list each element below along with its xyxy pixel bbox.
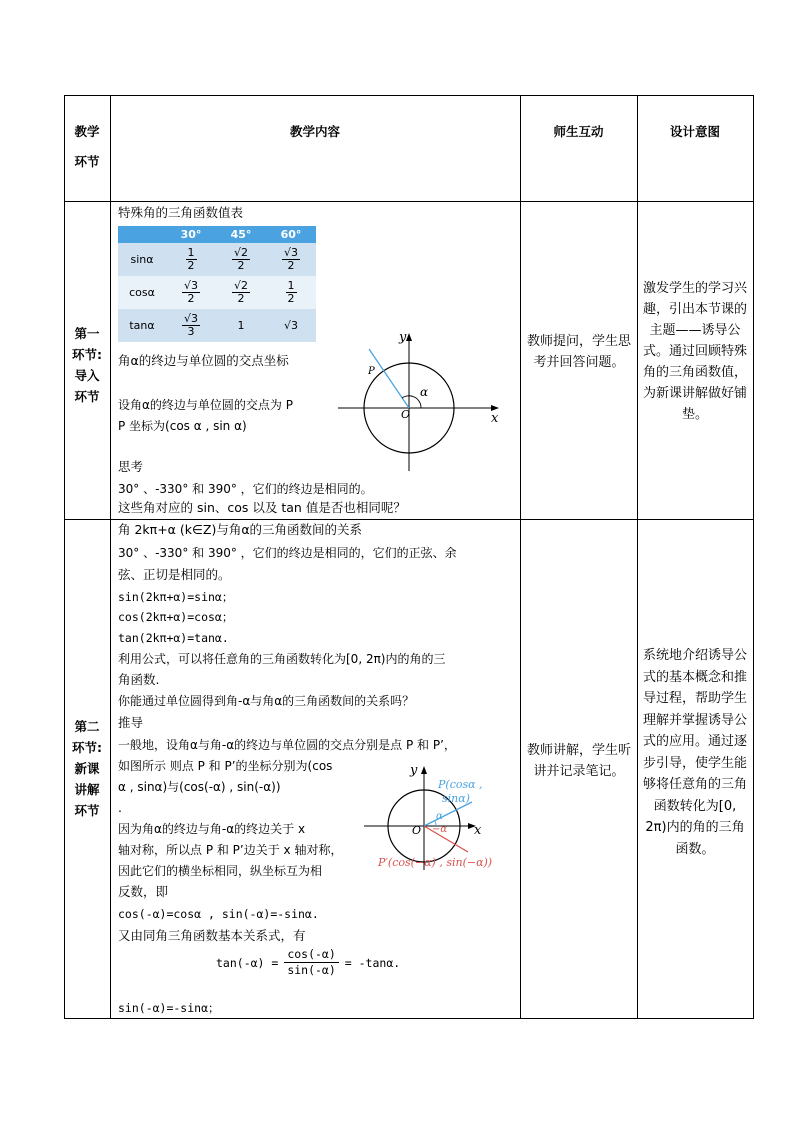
frac-den: 2: [187, 259, 195, 272]
derive-label: 推导: [118, 715, 144, 730]
fig2-y-label: y: [410, 763, 418, 778]
explain-line: 30° 、-330° 和 390° ，它们的终边是相同的，它们的正弦、余: [118, 546, 457, 560]
formula-sin: sin(2kπ+α)=sinα；: [118, 590, 234, 604]
trig-row-cos: [118, 276, 316, 309]
formula-neg: cos(-α)=cosα , sin(-α)=-sinα.: [118, 907, 319, 921]
derive-line: 一般地，设角α与角-α的终边与单位圆的交点分别是点 P 和 P’，: [118, 738, 456, 752]
trig-label: tanα: [118, 309, 166, 342]
trig-cell: 1: [216, 309, 266, 342]
trig-label: cosα: [118, 276, 166, 309]
explain-line: 角函数.: [118, 672, 160, 687]
row2-stage-3: 新课: [74, 761, 100, 776]
explain-line: 弦、正切是相同的。: [118, 567, 231, 582]
fig1-origin-label: O: [401, 408, 411, 421]
fig1-x-label: x: [491, 411, 499, 426]
derive-line: 反数，即: [118, 884, 169, 899]
trig-cell: √3: [266, 309, 316, 342]
frac-den: 2: [237, 292, 245, 305]
fig1-y-label: y: [399, 330, 407, 345]
frac-den: 2: [187, 292, 195, 305]
header-stage-line2: 环节: [74, 154, 100, 169]
fig2-neg-alpha-label: −α: [432, 824, 448, 835]
fig2-p-label2: sinα): [442, 792, 470, 805]
fig2-alpha-label: α: [436, 811, 443, 822]
frac-num: √2: [233, 246, 248, 259]
y-axis-arrow: [406, 333, 412, 341]
frac-den: 2: [287, 292, 295, 305]
derive-line: 轴对称，所以点 P 和 P’边关于 x 轴对称，: [118, 843, 343, 857]
trig-header-30: 30°: [166, 226, 216, 243]
terminal-side-alpha: [424, 802, 472, 826]
frac-num: √2: [233, 279, 248, 292]
pcoord-line: P 坐标为(cos α , sin α): [118, 419, 247, 433]
frac-den: 2: [237, 259, 245, 272]
derive-line: 又由同角三角函数基本关系式，有: [118, 928, 306, 943]
row1-stage-1: 第一: [74, 326, 100, 341]
row1-stage: [64, 323, 110, 407]
derive-line: α , sinα)与(cos(-α) , sin(-α)): [118, 780, 281, 794]
frac-num: √3: [183, 312, 198, 325]
think-line2: 这些角对应的 sin、cos 以及 tan 值是否也相同呢？: [118, 500, 406, 515]
question-line: 你能通过单位圆得到角-α与角α的三角函数间的关系吗？: [118, 694, 415, 708]
header-content: 教学内容: [289, 124, 340, 139]
symmetry-figure: [362, 758, 520, 874]
header-stage: [64, 124, 110, 170]
row2-stage-5: 环节: [74, 803, 100, 818]
row1-interaction: 教师提问，学生思考并回答问题。: [526, 334, 631, 370]
tan-formula-num: cos(-α): [284, 947, 338, 963]
trig-table-title: 特殊角的三角函数值表: [118, 205, 244, 220]
frac-num: √3: [183, 279, 198, 292]
header-stage-line1: 教学: [74, 124, 100, 139]
row2-stage-1: 第二: [74, 719, 100, 734]
trig-row-sin: [118, 243, 316, 276]
trig-header-45: 45°: [216, 226, 266, 243]
header-intent: 设计意图: [669, 124, 720, 139]
tan-formula-rhs: = -tanα.: [344, 955, 401, 970]
fig1-p-label: P: [368, 366, 375, 377]
derive-line: 因为角α的终边与角-α的终边关于 x: [118, 822, 306, 836]
frac-num: √3: [283, 246, 298, 259]
header-interaction: 师生互动: [553, 124, 604, 139]
tan-formula-lhs: tan(-α) =: [216, 955, 279, 970]
think-line1: 30° 、-330° 和 390° ，它们的终边是相同的。: [118, 482, 373, 496]
trig-label: sinα: [118, 243, 166, 276]
formula-sin-neg: sin(-α)=-sinα；: [118, 1001, 220, 1015]
trig-header-60: 60°: [266, 226, 316, 243]
formula-tan: tan(2kπ+α)=tanα.: [118, 631, 229, 645]
trig-table-header-row: [118, 226, 316, 243]
trig-row-tan: [118, 309, 316, 342]
tan-formula-den: sin(-α): [287, 963, 336, 977]
row2-stage: [64, 716, 110, 821]
row1-stage-4: 环节: [74, 389, 100, 404]
row2-intent: 系统地介绍诱导公式的基本概念和推导过程，帮助学生理解并掌握诱导公式的应用。通过逐步引导，使学生能够将任意角的三角函数转化为[0, 2π)内的角的三角函数。: [642, 648, 747, 857]
row1-stage-3: 导入: [74, 368, 100, 383]
fig2-x-label: x: [474, 823, 482, 838]
derive-line: 如图所示 则点 P 和 P’的坐标分别为(cos: [118, 759, 333, 773]
fig1-alpha-label: α: [420, 385, 429, 399]
derive-line: 因此它们的横坐标相同，纵坐标互为相: [118, 864, 323, 878]
row2-interaction: 教师讲解，学生听讲并记录笔记。: [526, 743, 631, 779]
y-axis-arrow: [421, 766, 427, 774]
row2-stage-4: 讲解: [74, 782, 100, 797]
row1-stage-2: 环节:: [72, 347, 102, 362]
fig2-pprime-label: P′(cos(−α) , sin(−α)): [378, 856, 493, 869]
tan-neg-formula: [216, 947, 400, 978]
setp-line: 设角α的终边与单位圆的交点为 P: [118, 398, 293, 412]
formula-cos: cos(2kπ+α)=cosα；: [118, 610, 234, 624]
row1-intent: 激发学生的学习兴趣，引出本节课的主题——诱导公式。通过回顾特殊角的三角函数值，为新课讲解做好铺垫。: [642, 281, 747, 422]
frac-den: 2: [287, 259, 295, 272]
relation-heading: 角 2kπ+α (k∈Z)与角α的三角函数间的关系: [118, 522, 363, 537]
derive-line: .: [118, 800, 122, 815]
trig-value-table: [118, 226, 316, 342]
unit-circle-figure: [335, 325, 510, 475]
fig2-p-label: P(cosα ,: [438, 778, 483, 791]
explain-line: 利用公式，可以将任意角的三角函数转化为[0, 2π)内的角的三: [118, 652, 446, 666]
row2-stage-2: 环节:: [72, 740, 102, 755]
frac-den: 3: [187, 325, 195, 338]
fig2-origin-label: O: [412, 824, 422, 837]
coord-heading: 角α的终边与单位圆的交点坐标: [118, 353, 289, 368]
think-label: 思考: [118, 459, 144, 474]
frac-num: 1: [287, 279, 295, 292]
frac-num: 1: [187, 246, 195, 259]
